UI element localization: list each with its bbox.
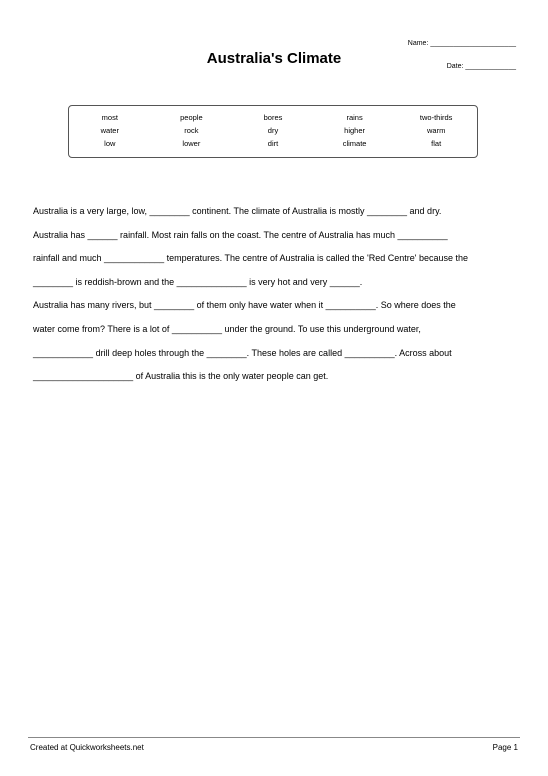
passage-line: water come from? There is a lot of __________ under the ground. To use this underground water, [33, 323, 421, 334]
cloze-passage [33, 205, 518, 394]
page-title: Australia's Climate [206, 50, 342, 67]
passage-line: Australia has ______ rainfall. Most rain falls on the coast. The centre of Australia has much __________ [33, 229, 448, 240]
word-bank-item: most [101, 113, 118, 122]
word-bank-item: warm [427, 126, 446, 135]
passage-line: Australia has many rivers, but ________ of them only have water when it __________. So where does the [33, 300, 456, 311]
word-bank-item: dry [267, 126, 279, 135]
passage-line: rainfall and much ____________ temperatures. The centre of Australia is called the 'Red Centre' because the [33, 253, 469, 264]
passage-line: ____________ drill deep holes through the ________. These holes are called __________. Across about [33, 347, 452, 358]
word-bank [68, 105, 478, 158]
word-bank-item: low [104, 139, 116, 148]
date-field-label: Date: _____________ [446, 63, 516, 70]
word-bank-item: water [100, 126, 119, 135]
passage-line: ____________________ of Australia this is the only water people can get. [33, 371, 329, 382]
footer-credit: Created at Quickworksheets.net [30, 743, 144, 752]
word-bank-item: dirt [267, 139, 279, 148]
word-bank-item: rock [184, 126, 199, 135]
page-number: Page 1 [492, 743, 518, 752]
word-bank-item: people [180, 113, 203, 122]
passage-line: Australia is a very large, low, ________ continent. The climate of Australia is mostly ________ and dry. [33, 206, 442, 216]
word-bank-item: climate [342, 139, 367, 148]
word-bank-item: bores [263, 113, 283, 122]
footer-divider [28, 737, 520, 738]
passage-line: ________ is reddish-brown and the ______________ is very hot and very ______. [33, 276, 363, 287]
word-bank-item: higher [344, 126, 366, 135]
word-bank-item: two-thirds [419, 113, 453, 122]
word-bank-item: flat [431, 139, 442, 148]
name-field-label: Name: ______________________ [407, 40, 516, 47]
word-bank-item: rains [346, 113, 363, 122]
word-bank-item: lower [182, 139, 201, 148]
